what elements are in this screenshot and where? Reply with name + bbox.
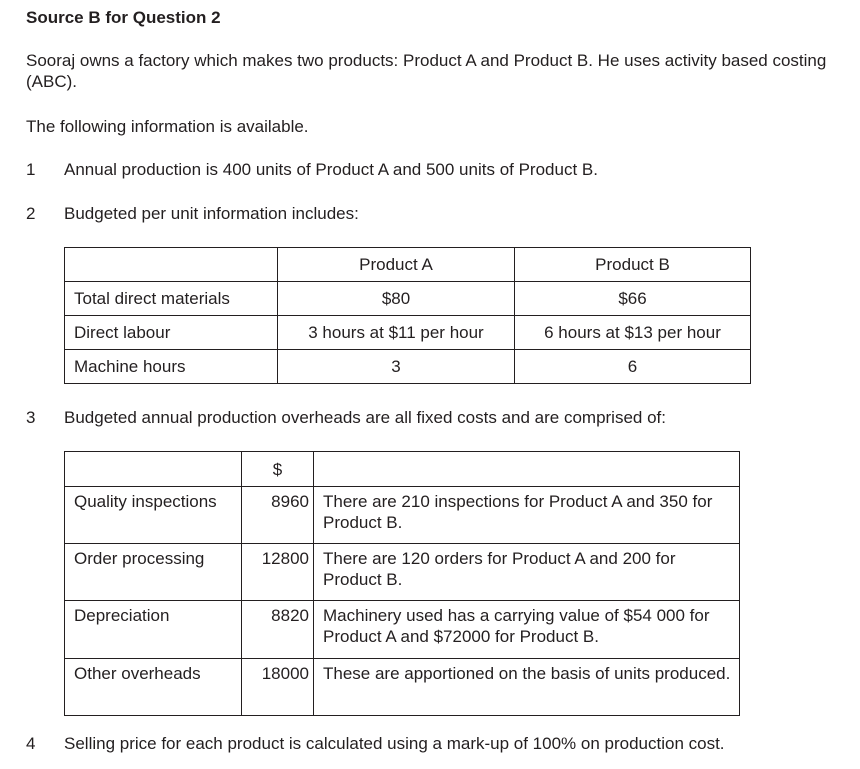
product-a-cell: 3 hours at $11 per hour [278, 316, 515, 350]
description-cell: There are 210 inspections for Product A and 350 for Product B. [314, 487, 740, 544]
item-text: Selling price for each product is calculated using a mark-up of 100% on production cost. [64, 734, 725, 753]
row-label: Depreciation [65, 601, 242, 659]
row-label: Other overheads [65, 659, 242, 716]
amount-cell: 8960 [242, 487, 314, 544]
overheads-table [64, 451, 740, 716]
table-header-row [65, 248, 751, 282]
item-number: 2 [26, 204, 36, 223]
table-header-cell [314, 452, 740, 487]
description-cell: These are apportioned on the basis of units produced. [314, 659, 740, 716]
table-row [65, 282, 751, 316]
source-heading: Source B for Question 2 [26, 8, 221, 27]
table-row [65, 350, 751, 384]
table-row [65, 544, 740, 601]
row-label: Direct labour [65, 316, 278, 350]
table-row [65, 659, 740, 716]
available-paragraph: The following information is available. [26, 117, 309, 136]
product-b-cell: 6 hours at $13 per hour [515, 316, 751, 350]
item-text: Budgeted per unit information includes: [64, 204, 359, 223]
table-row [65, 316, 751, 350]
description-cell: Machinery used has a carrying value of $54 000 for Product A and $72000 for Product B. [314, 601, 740, 659]
item-text: Budgeted annual production overheads are all fixed costs and are comprised of: [64, 408, 666, 427]
item-number: 1 [26, 160, 36, 179]
intro-paragraph: Sooraj owns a factory which makes two products: Product A and Product B. He uses activity based costing (ABC). [26, 51, 827, 91]
table-header-cell [65, 248, 278, 282]
table-header-row [65, 452, 740, 487]
product-a-cell: 3 [278, 350, 515, 384]
product-a-cell: $80 [278, 282, 515, 316]
table-row [65, 487, 740, 544]
product-b-cell: $66 [515, 282, 751, 316]
item-number: 3 [26, 408, 36, 427]
row-label: Machine hours [65, 350, 278, 384]
item-text: Annual production is 400 units of Product A and 500 units of Product B. [64, 160, 598, 179]
table-header-cell [65, 452, 242, 487]
table-row [65, 601, 740, 659]
table-header-cell: Product A [278, 248, 515, 282]
amount-cell: 18000 [242, 659, 314, 716]
row-label: Total direct materials [65, 282, 278, 316]
row-label: Order processing [65, 544, 242, 601]
row-label: Quality inspections [65, 487, 242, 544]
amount-cell: 8820 [242, 601, 314, 659]
currency-header: $ [242, 452, 314, 487]
unit-info-table [64, 247, 751, 384]
table-header-cell: Product B [515, 248, 751, 282]
description-cell: There are 120 orders for Product A and 200 for Product B. [314, 544, 740, 601]
product-b-cell: 6 [515, 350, 751, 384]
amount-cell: 12800 [242, 544, 314, 601]
item-number: 4 [26, 734, 36, 753]
